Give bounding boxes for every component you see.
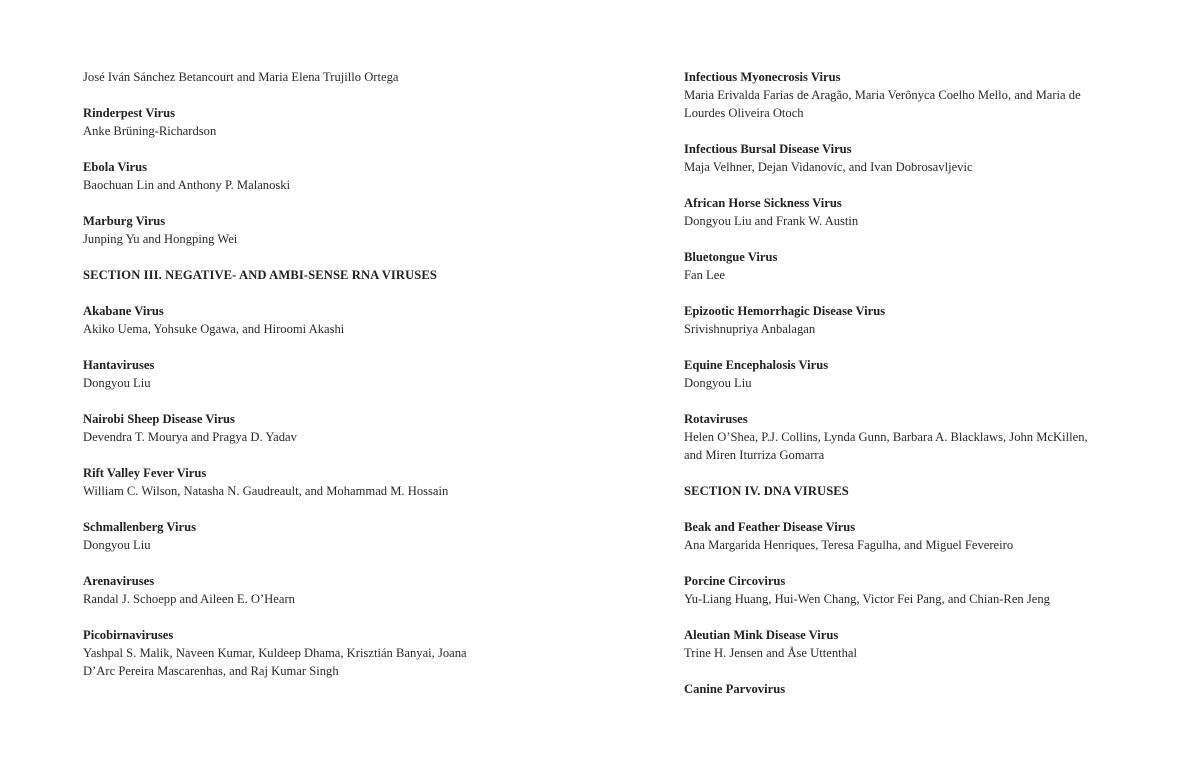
toc-entry-beak-feather [684,518,1124,554]
toc-entry-canine-parvovirus [684,680,1124,698]
entry-authors: William C. Wilson, Natasha N. Gaudreault, and Mohammad M. Hossain [83,484,449,498]
entry-title: Rinderpest Virus [83,106,176,120]
toc-entry-rotaviruses [684,410,1124,464]
toc-entry-marburg [83,212,503,248]
entry-title: Equine Encephalosis Virus [684,358,829,372]
entry-authors-line-1: Helen O’Shea, P.J. Collins, Lynda Gunn, Barbara A. Blacklaws, John McKillen, [684,430,1088,444]
entry-title: Canine Parvovirus [684,682,786,696]
section-heading-iii: SECTION III. NEGATIVE- AND AMBI-SENSE RNA VIRUSES [83,268,437,282]
entry-authors-line-2: and Miren Iturriza Gomarra [684,448,825,462]
toc-entry-schmallenberg [83,518,503,554]
entry-authors: Anke Brüning-Richardson [83,124,217,138]
entry-authors: Dongyou Liu [83,538,151,552]
toc-entry-rift-valley [83,464,503,500]
entry-authors: Akiko Uema, Yohsuke Ogawa, and Hiroomi Akashi [83,322,345,336]
entry-title: Beak and Feather Disease Virus [684,520,856,534]
entry-authors: Yu-Liang Huang, Hui-Wen Chang, Victor Fei Pang, and Chian-Ren Jeng [684,592,1050,606]
entry-authors: Dongyou Liu [684,376,752,390]
entry-authors: Maja Velhner, Dejan Vidanovic, and Ivan Dobrosavljevic [684,160,973,174]
entry-title: Picobirnaviruses [83,628,174,642]
entry-title: Rotaviruses [684,412,748,426]
entry-title: Porcine Circovirus [684,574,786,588]
toc-entry-bluetongue [684,248,1124,284]
toc-entry-aleutian-mink [684,626,1124,662]
entry-title: Arenaviruses [83,574,155,588]
entry-authors: Srivishnupriya Anbalagan [684,322,816,336]
entry-authors: Dongyou Liu and Frank W. Austin [684,214,859,228]
entry-authors-line-2: Lourdes Oliveira Otoch [684,106,804,120]
entry-title: Ebola Virus [83,160,148,174]
toc-entry-infectious-bursal [684,140,1124,176]
toc-entry-hantaviruses [83,356,503,392]
entry-authors-line-1: Maria Erivalda Farias de Aragão, Maria Verônyca Coelho Mello, and Maria de [684,88,1081,102]
toc-entry-picobirnaviruses [83,626,503,680]
entry-authors-line-2: D’Arc Pereira Mascarenhas, and Raj Kumar Singh [83,664,339,678]
entry-title: Schmallenberg Virus [83,520,196,534]
entry-title: Hantaviruses [83,358,155,372]
entry-authors: Randal J. Schoepp and Aileen E. O’Hearn [83,592,295,606]
entry-title: Akabane Virus [83,304,164,318]
entry-authors: José Iván Sánchez Betancourt and Maria Elena Trujillo Ortega [83,70,399,84]
right-column [684,68,1124,716]
toc-entry-akabane [83,302,503,338]
toc-entry-nairobi-sheep [83,410,503,446]
toc-entry-infectious-myonecrosis [684,68,1124,122]
entry-title: African Horse Sickness Virus [684,196,842,210]
toc-entry-ebola [83,158,503,194]
entry-title: Aleutian Mink Disease Virus [684,628,839,642]
left-column [83,68,503,698]
entry-title: Nairobi Sheep Disease Virus [83,412,235,426]
toc-entry-arenaviruses [83,572,503,608]
entry-title: Bluetongue Virus [684,250,778,264]
entry-authors-line-1: Yashpal S. Malik, Naveen Kumar, Kuldeep Dhama, Krisztián Banyai, Joana [83,646,467,660]
toc-entry-rinderpest [83,104,503,140]
entry-authors: Dongyou Liu [83,376,151,390]
toc-entry-african-horse-sickness [684,194,1124,230]
entry-title: Marburg Virus [83,214,166,228]
entry-authors: Junping Yu and Hongping Wei [83,232,238,246]
entry-authors: Baochuan Lin and Anthony P. Malanoski [83,178,291,192]
entry-title: Epizootic Hemorrhagic Disease Virus [684,304,886,318]
entry-title: Rift Valley Fever Virus [83,466,207,480]
toc-entry-porcine-circovirus [684,572,1124,608]
toc-entry-epizootic-hemorrhagic [684,302,1124,338]
entry-authors: Fan Lee [684,268,725,282]
entry-authors: Ana Margarida Henriques, Teresa Fagulha, and Miguel Fevereiro [684,538,1014,552]
entry-authors: Devendra T. Mourya and Pragya D. Yadav [83,430,297,444]
entry-title: Infectious Myonecrosis Virus [684,70,841,84]
toc-entry-equine-encephalosis [684,356,1124,392]
entry-authors: Trine H. Jensen and Åse Uttenthal [684,646,858,660]
section-heading-iv: SECTION IV. DNA VIRUSES [684,484,849,498]
entry-title: Infectious Bursal Disease Virus [684,142,852,156]
toc-entry-continuation [83,68,503,86]
